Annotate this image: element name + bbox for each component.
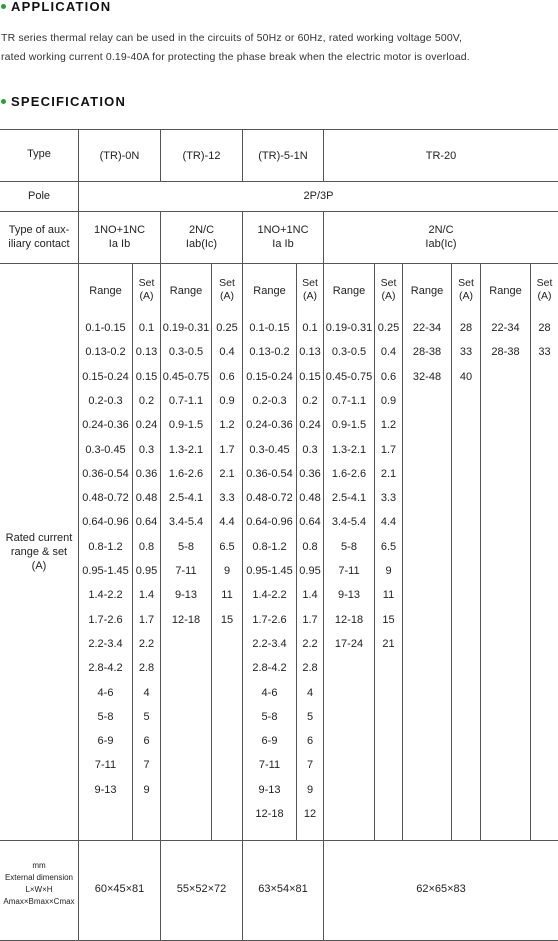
range-value: 0.7-1.1: [331, 394, 367, 407]
set-value: 40: [459, 370, 473, 383]
set-value: 6.5: [380, 540, 397, 553]
range-value: 1.7-2.6: [252, 613, 287, 626]
set-value: 4.4: [380, 516, 397, 529]
set-header-line: (A): [537, 290, 552, 302]
set-value: 0.36: [135, 467, 158, 480]
set-value: 0.24: [135, 419, 158, 432]
type-cell-4: TR-20: [425, 150, 457, 162]
set-value: 0.24: [299, 419, 321, 432]
range-header: Range: [89, 285, 122, 297]
set-value: 11: [221, 589, 233, 602]
range-value: 7-11: [94, 759, 117, 772]
specification-heading: [0, 94, 126, 108]
set-value: 1.2: [380, 419, 397, 432]
range-value: 0.15-0.24: [82, 370, 129, 383]
range-value: 0.24-0.36: [82, 419, 129, 432]
dim-label-line: L×W×H: [25, 885, 53, 894]
set-value: 0.64: [299, 516, 321, 529]
range-value: 22-34: [412, 322, 442, 334]
range-header: Range: [489, 285, 522, 297]
range-value: 2.2-3.4: [252, 637, 287, 650]
rated-label-line: Rated current: [5, 532, 73, 544]
range-value: 9-13: [337, 589, 361, 602]
set-value: 0.9: [219, 394, 235, 407]
range-value: 4-6: [97, 686, 114, 699]
set-value: 9: [385, 565, 392, 577]
set-value: 0.1: [138, 322, 155, 334]
range-value: 0.9-1.5: [168, 419, 204, 432]
row-label-dimension: [0, 860, 78, 908]
range-value: 0.2-0.3: [88, 394, 123, 407]
application-heading-text: APPLICATION: [11, 0, 112, 14]
range-value: 9-13: [174, 589, 198, 602]
aux-cell-3: [243, 223, 323, 251]
range-value: 1.7-2.6: [88, 613, 123, 626]
range-value: 2.8-4.2: [88, 662, 123, 675]
aux-contact-text: 1NO+1NC: [93, 224, 146, 236]
range-value: 2.5-4.1: [168, 492, 204, 505]
aux-contact-text: Iab(Ic): [185, 238, 218, 250]
set-value: 21: [382, 637, 395, 650]
set-value: 28: [459, 322, 473, 334]
set-value: 0.48: [299, 492, 321, 505]
range-value: 5-8: [178, 540, 194, 553]
set-value: 0.3: [302, 443, 318, 456]
aux-cell-4: [324, 223, 558, 251]
range-value: 1.6-2.6: [331, 467, 367, 480]
set-value: 4: [143, 686, 150, 699]
set-value: 1.7: [219, 443, 235, 456]
row-label-aux: [0, 223, 78, 251]
set-value: 9: [223, 565, 231, 577]
set-value: 3.3: [380, 492, 397, 505]
dim-label-line: External dimension: [4, 873, 74, 882]
range-value: 4-6: [261, 686, 278, 699]
aux-label-line: iliary contact: [8, 238, 70, 250]
aux-contact-text: Iab(Ic): [425, 238, 457, 250]
row-label-type: Type: [27, 148, 51, 160]
set-header-line: (A): [220, 290, 234, 302]
set-value: 0.25: [216, 322, 238, 334]
range-value: 22-34: [491, 322, 520, 334]
range-value: 0.95-1.45: [82, 565, 129, 577]
set-value: 0.95: [135, 565, 158, 577]
set-value: 15: [220, 613, 234, 626]
range-value: 2.8-4.2: [252, 662, 287, 675]
dimension-cell-1: 60×45×81: [94, 883, 145, 895]
set-value: 28: [538, 322, 551, 334]
set-value: 1.4: [138, 589, 155, 602]
aux-cell-1: [79, 223, 160, 251]
range-value: 0.45-0.75: [325, 370, 373, 383]
set-header: [212, 277, 242, 303]
set-value: 6: [306, 735, 314, 748]
range-header: Range: [169, 285, 203, 297]
dimension-cell-3: 63×54×81: [258, 883, 308, 895]
set-header-line: Set: [219, 277, 235, 289]
set-value: 7: [143, 759, 150, 772]
set-value: 1.2: [219, 419, 235, 432]
set-value: 4.4: [219, 516, 235, 529]
range-value: 0.7-1.1: [168, 394, 204, 407]
set-value: 0.8: [138, 540, 155, 553]
range-header: Range: [332, 285, 366, 297]
dim-label-line: Amax×Bmax×Cmax: [3, 897, 75, 906]
rated-label-line: range & set: [10, 546, 68, 558]
set-value: 6.5: [219, 540, 235, 553]
aux-contact-text: Ia Ib: [108, 238, 131, 250]
set-value: 6: [143, 735, 150, 748]
set-value: 0.48: [135, 492, 158, 505]
range-header: Range: [253, 285, 286, 297]
range-value: 0.1-0.15: [249, 322, 290, 334]
range-value: 32-48: [412, 370, 442, 383]
dimension-cell-2: 55×52×72: [176, 883, 227, 895]
range-header: Range: [410, 285, 444, 297]
rated-label-line: (A): [31, 560, 47, 572]
range-value: 1.4-2.2: [252, 589, 287, 602]
set-value: 9: [143, 783, 150, 796]
set-value: 33: [538, 346, 551, 359]
range-value: 0.64-0.96: [82, 516, 129, 529]
set-value: 1.4: [302, 589, 318, 602]
set-value: 0.6: [380, 370, 397, 383]
set-value: 7: [306, 759, 314, 772]
green-bullet-icon: [1, 99, 6, 104]
aux-contact-text: Ia Ib: [272, 238, 294, 250]
set-header: [375, 277, 402, 303]
set-header-line: Set: [302, 277, 318, 289]
range-value: 12-18: [255, 808, 284, 820]
range-value: 0.48-0.72: [82, 492, 129, 505]
aux-contact-text: 1NO+1NC: [257, 224, 309, 236]
range-value: 2.5-4.1: [331, 492, 367, 505]
range-value: 3.4-5.4: [168, 516, 204, 529]
range-value: 2.2-3.4: [88, 637, 123, 650]
set-value: 11: [382, 589, 395, 602]
range-value: 12-18: [334, 613, 364, 626]
range-value: 0.8-1.2: [252, 540, 287, 553]
row-label-pole: Pole: [27, 190, 51, 202]
set-value: 0.13: [135, 346, 158, 359]
range-value: 0.13-0.2: [249, 346, 290, 359]
set-value: 2.2: [302, 637, 318, 650]
set-value: 3.3: [219, 492, 235, 505]
range-value: 0.3-0.5: [168, 346, 204, 359]
set-header: [452, 277, 480, 303]
set-value: 0.95: [299, 565, 321, 577]
set-header-line: (A): [303, 290, 317, 302]
set-value: 0.13: [299, 346, 321, 359]
set-value: 2.1: [219, 467, 235, 480]
range-value: 6-9: [261, 735, 278, 748]
set-header-line: Set: [380, 277, 397, 289]
set-value: 0.64: [135, 516, 158, 529]
set-value: 15: [382, 613, 395, 626]
set-value: 0.36: [299, 467, 321, 480]
range-value: 0.95-1.45: [246, 565, 293, 577]
set-value: 1.7: [138, 613, 155, 626]
set-value: 2.8: [138, 662, 155, 675]
aux-label-line: Type of aux-: [8, 224, 70, 236]
set-value: 0.15: [135, 370, 158, 383]
range-value: 7-11: [258, 759, 281, 772]
application-line-1: TR series thermal relay can be used in the circuits of 50Hz or 60Hz, rated working voltage 500V,: [1, 32, 463, 44]
range-value: 0.3-0.45: [249, 443, 290, 456]
range-value: 17-24: [334, 637, 364, 650]
range-value: 0.2-0.3: [252, 394, 287, 407]
set-value: 0.1: [302, 322, 318, 334]
range-value: 5-8: [97, 710, 114, 723]
type-cell-3: (TR)-5-1N: [258, 150, 308, 162]
range-value: 0.48-0.72: [246, 492, 293, 505]
range-value: 9-13: [94, 783, 117, 796]
set-value: 2.8: [302, 662, 318, 675]
range-value: 0.3-0.45: [85, 443, 126, 456]
set-value: 12: [303, 808, 317, 820]
set-value: 33: [459, 346, 473, 359]
range-value: 0.13-0.2: [85, 346, 126, 359]
green-bullet-icon: [1, 4, 6, 9]
range-value: 0.15-0.24: [246, 370, 293, 383]
set-value: 0.9: [380, 394, 397, 407]
range-value: 7-11: [175, 565, 197, 577]
set-header-line: (A): [139, 290, 154, 302]
dim-label-line: mm: [32, 861, 46, 870]
application-line-2: rated working current 0.19-40A for protecting the phase break when the electric motor is overload.: [1, 51, 470, 63]
aux-contact-text: 2N/C: [188, 224, 215, 236]
set-value: 0.2: [138, 394, 155, 407]
range-value: 0.8-1.2: [88, 540, 123, 553]
range-value: 28-38: [412, 346, 442, 359]
dimension-cell-4: 62×65×83: [416, 883, 466, 895]
set-header-line: Set: [536, 277, 553, 289]
set-header-line: (A): [459, 290, 473, 302]
application-paragraph: [1, 29, 557, 67]
set-header: [297, 277, 323, 303]
set-value: 0.15: [299, 370, 321, 383]
aux-contact-text: 2N/C: [428, 224, 454, 236]
range-value: 0.36-0.54: [82, 467, 129, 480]
set-value: 0.25: [377, 322, 400, 334]
pole-value: 2P/3P: [303, 190, 334, 202]
set-value: 0.3: [138, 443, 155, 456]
set-value: 4: [306, 686, 314, 699]
range-value: 0.9-1.5: [331, 419, 367, 432]
range-value: 0.24-0.36: [246, 419, 293, 432]
aux-cell-2: [161, 223, 242, 251]
range-value: 0.64-0.96: [246, 516, 293, 529]
row-label-rated-current: [0, 531, 78, 573]
type-cell-2: (TR)-12: [182, 150, 221, 162]
range-value: 1.4-2.2: [88, 589, 123, 602]
set-header: [531, 277, 558, 303]
set-header-line: (A): [381, 290, 396, 302]
range-value: 0.36-0.54: [246, 467, 293, 480]
range-value: 0.1-0.15: [85, 322, 126, 334]
range-value: 12-18: [171, 613, 201, 626]
set-value: 0.2: [302, 394, 318, 407]
set-header-line: Set: [458, 277, 474, 289]
specification-heading-text: SPECIFICATION: [11, 93, 127, 109]
range-value: 5-8: [261, 710, 278, 723]
set-value: 1.7: [302, 613, 318, 626]
set-header: [133, 277, 160, 303]
range-value: 0.45-0.75: [162, 370, 210, 383]
set-value: 0.4: [219, 346, 235, 359]
range-value: 1.3-2.1: [168, 443, 204, 456]
application-heading: [0, 0, 111, 13]
set-value: 0.8: [302, 540, 318, 553]
set-value: 9: [306, 783, 314, 796]
set-value: 2.2: [138, 637, 155, 650]
set-header-line: Set: [138, 277, 155, 289]
set-value: 5: [143, 710, 150, 723]
range-value: 0.3-0.5: [331, 346, 367, 359]
set-value: 2.1: [380, 467, 397, 480]
set-value: 0.4: [380, 346, 397, 359]
range-value: 0.19-0.31: [162, 322, 210, 334]
range-value: 3.4-5.4: [331, 516, 367, 529]
set-value: 0.6: [219, 370, 235, 383]
set-value: 1.7: [380, 443, 397, 456]
set-value: 5: [306, 710, 314, 723]
range-value: 5-8: [341, 540, 357, 553]
range-value: 0.19-0.31: [325, 322, 373, 334]
type-cell-1: (TR)-0N: [99, 150, 140, 162]
range-value: 9-13: [258, 783, 281, 796]
range-value: 1.6-2.6: [168, 467, 204, 480]
range-value: 7-11: [338, 565, 360, 577]
range-value: 28-38: [491, 346, 520, 359]
range-value: 1.3-2.1: [331, 443, 367, 456]
range-value: 6-9: [97, 735, 114, 748]
